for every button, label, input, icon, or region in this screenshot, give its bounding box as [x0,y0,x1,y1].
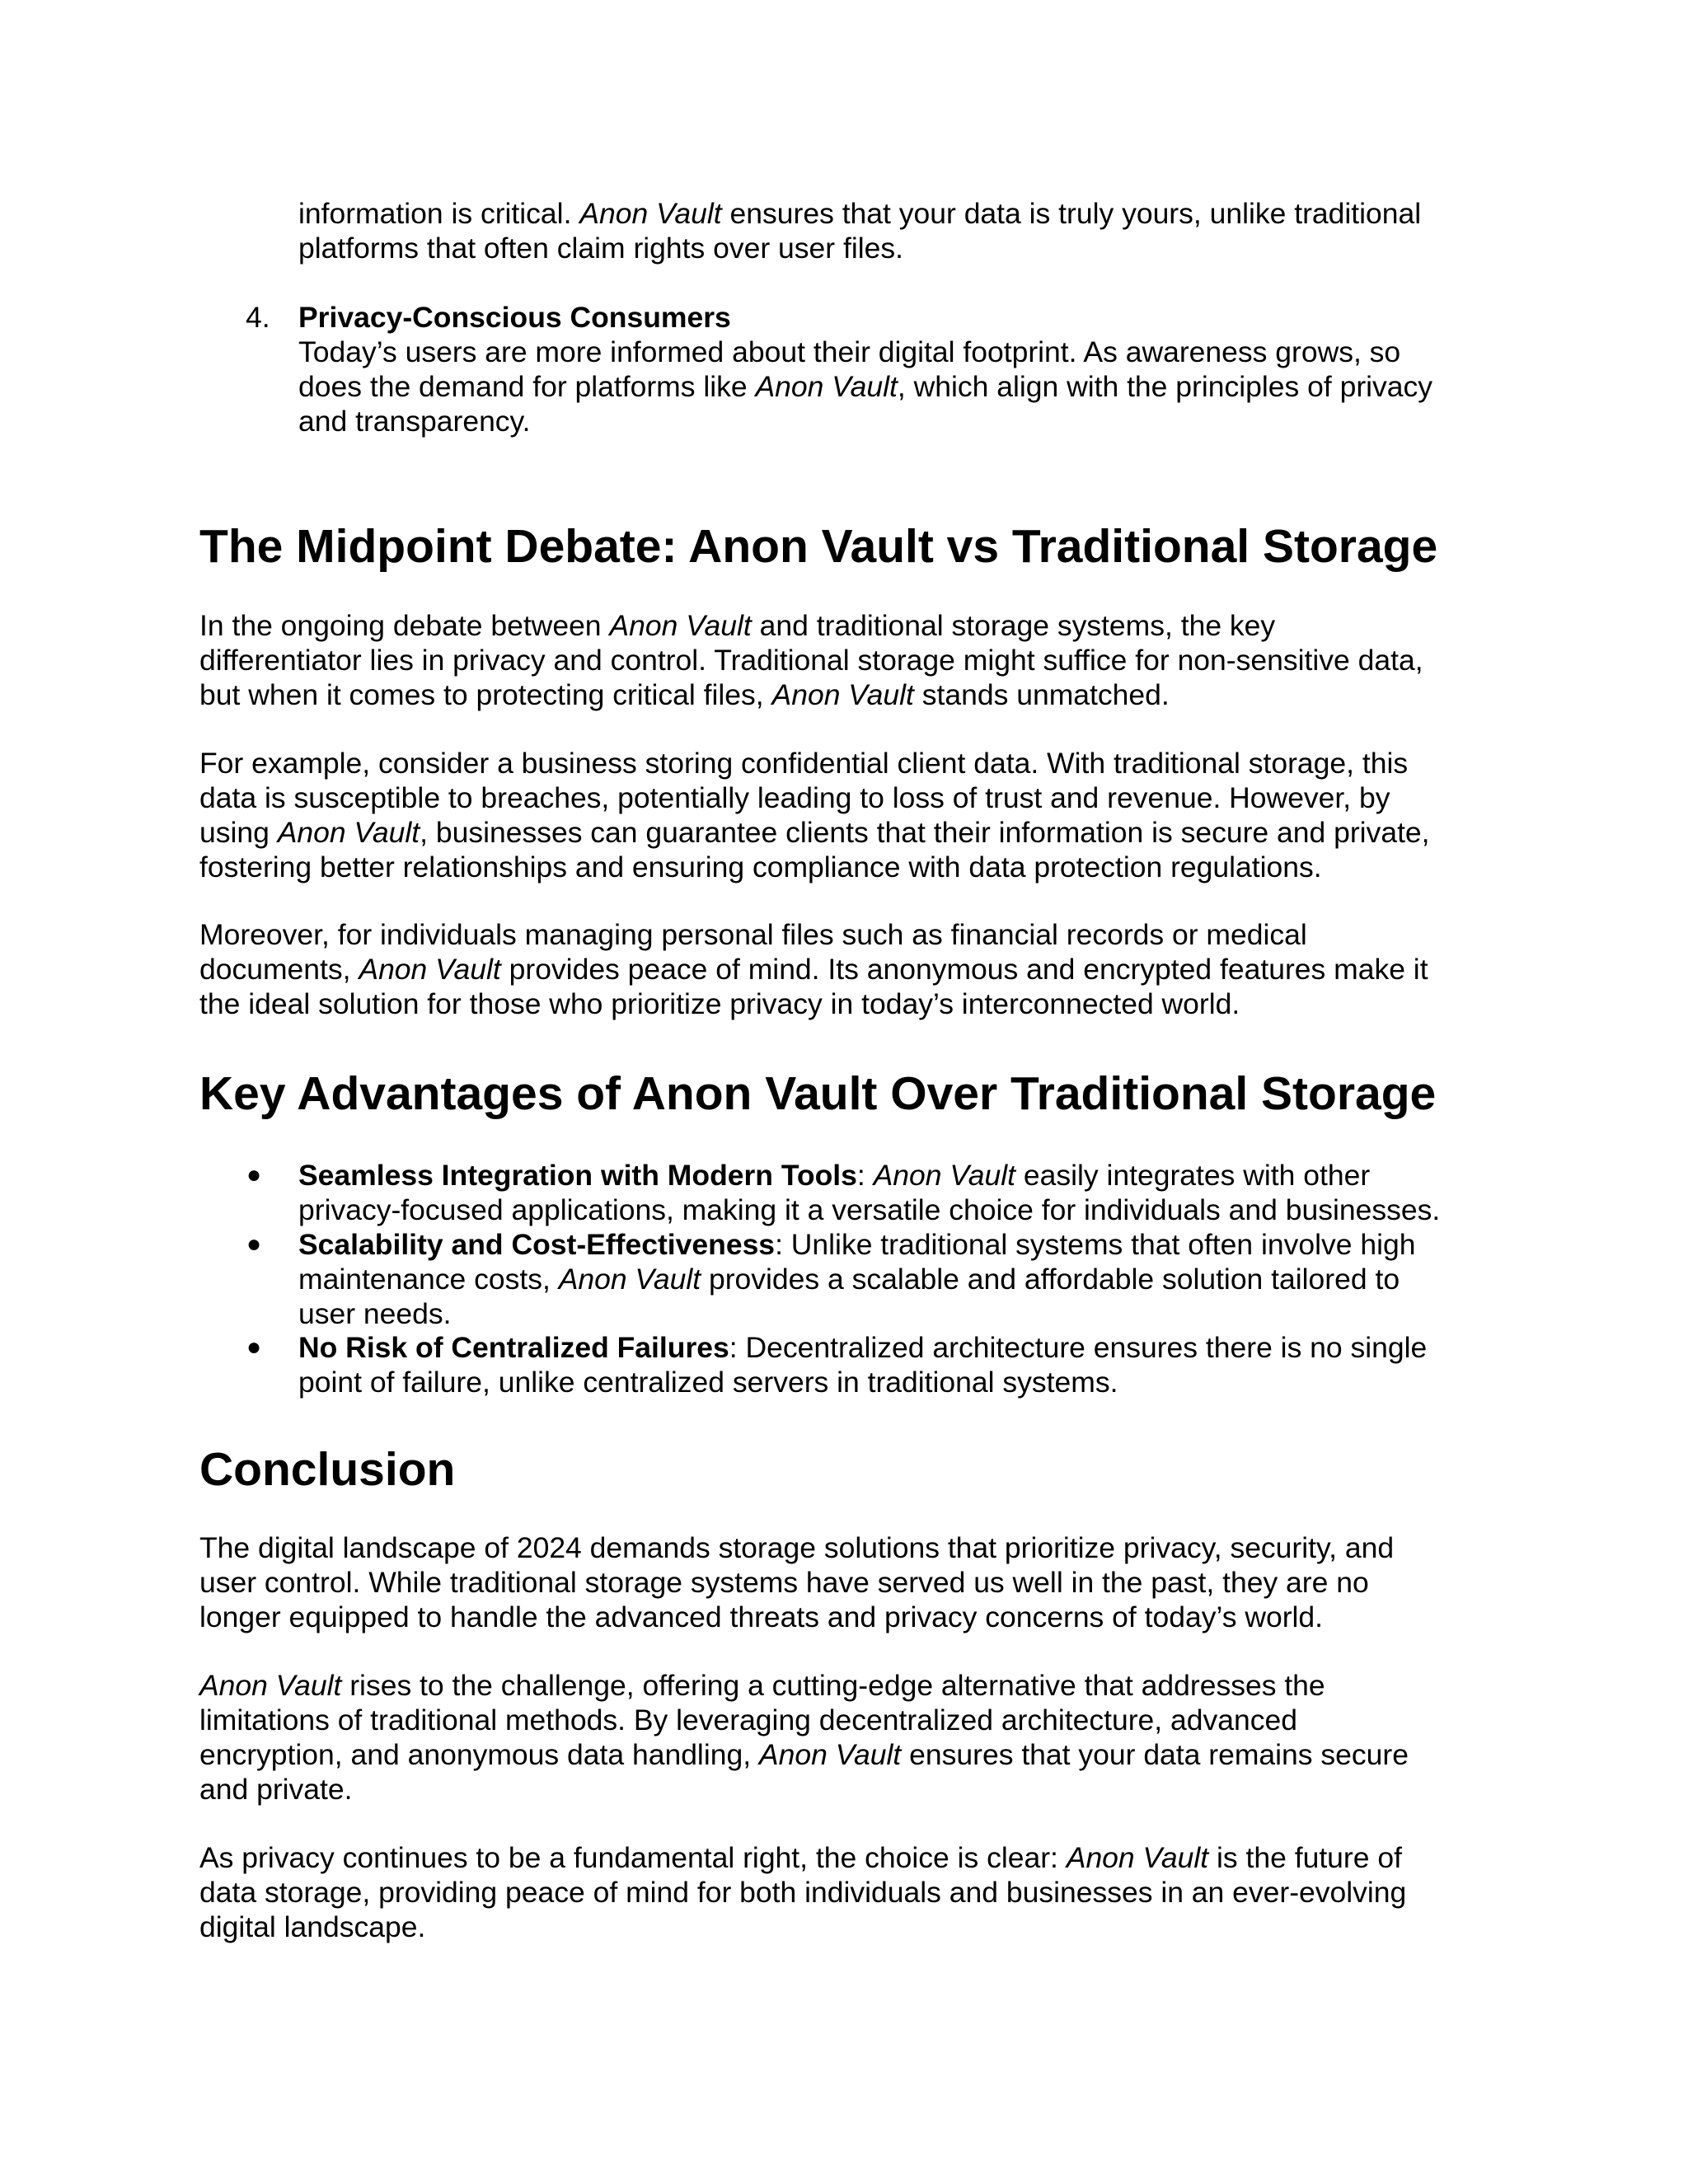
advantage-item-2 [298,1227,1416,1331]
text-line: As privacy continues to be a fundamental right, the choice is clear: Anon Vault is the future of [199,1841,1402,1874]
section-heading-midpoint: The Midpoint Debate: Anon Vault vs Traditional Storage [199,520,1438,573]
section-heading-advantages: Key Advantages of Anon Vault Over Traditional Storage [199,1067,1437,1120]
text-line: and transparency. [298,405,531,438]
text-line: encryption, and anonymous data handling, Anon Vault ensures that your data remains secure [199,1738,1409,1771]
list-item-title: Privacy-Conscious Consumers [298,301,731,334]
conclusion-paragraph-2 [199,1668,1409,1807]
text-line: digital landscape. [199,1910,426,1943]
advantage-item-1 [298,1158,1440,1227]
bullet-icon: ● [246,1161,262,1188]
text-line: limitations of traditional methods. By leveraging decentralized architecture, advanced [199,1704,1297,1736]
text-line: Moreover, for individuals managing personal files such as financial records or medical [199,918,1307,951]
text-line: Seamless Integration with Modern Tools: Anon Vault easily integrates with other [298,1159,1371,1192]
text-line: differentiator lies in privacy and control. Traditional storage might suffice for non-sensitive data, [199,644,1423,677]
list-number: 4. [246,301,270,334]
midpoint-paragraph-2 [199,746,1430,884]
text-line: Today’s users are more informed about their digital footprint. As awareness grows, so [298,335,1401,368]
text-line: privacy-focused applications, making it a versatile choice for individuals and businesses. [298,1193,1441,1226]
text-line: point of failure, unlike centralized servers in traditional systems. [298,1366,1118,1399]
text-line: fostering better relationships and ensuring compliance with data protection regulations. [199,851,1322,883]
text-line: user control. While traditional storage systems have served us well in the past, they are no [199,1566,1369,1599]
text-line: using Anon Vault, businesses can guarantee clients that their information is secure and private, [199,816,1430,849]
text-line: does the demand for platforms like Anon Vault, which align with the principles of privacy [298,370,1433,403]
text-line: Anon Vault rises to the challenge, offering a cutting-edge alternative that addresses the [199,1669,1325,1702]
text-line: data is susceptible to breaches, potentially leading to loss of trust and revenue. However, by [199,781,1390,814]
midpoint-paragraph-1 [199,608,1423,712]
text-line: For example, consider a business storing confidential client data. With traditional storage, this [199,747,1409,780]
text-line: platforms that often claim rights over user files. [298,232,903,265]
conclusion-paragraph-1 [199,1530,1394,1634]
list-item-4 [298,300,1432,438]
text-line: longer equipped to handle the advanced threats and privacy concerns of today’s world. [199,1601,1324,1633]
intro-paragraph [298,196,1421,265]
text-line: maintenance costs, Anon Vault provides a scalable and affordable solution tailored to [298,1263,1400,1296]
text-line: The digital landscape of 2024 demands storage solutions that prioritize privacy, security, and [199,1531,1395,1564]
conclusion-paragraph-3 [199,1840,1406,1944]
bullet-icon: ● [246,1230,262,1258]
text-line: data storage, providing peace of mind for both individuals and businesses in an ever-evolving [199,1876,1407,1909]
text-line: and private. [199,1773,353,1806]
text-line: Scalability and Cost-Effectiveness: Unlike traditional systems that often involve high [298,1228,1416,1261]
text-line: the ideal solution for those who prioritize privacy in today’s interconnected world. [199,987,1240,1020]
section-heading-conclusion: Conclusion [199,1443,456,1496]
text-line: information is critical. Anon Vault ensures that your data is truly yours, unlike traditional [298,197,1422,230]
text-line: but when it comes to protecting critical files, Anon Vault stands unmatched. [199,678,1170,711]
text-line: No Risk of Centralized Failures: Decentralized architecture ensures there is no single [298,1331,1428,1364]
text-line: In the ongoing debate between Anon Vault and traditional storage systems, the key [199,609,1276,642]
midpoint-paragraph-3 [199,917,1428,1021]
text-line: documents, Anon Vault provides peace of mind. Its anonymous and encrypted features make it [199,953,1428,986]
text-line: user needs. [298,1297,452,1330]
bullet-icon: ● [246,1333,262,1361]
advantage-item-3 [298,1330,1427,1399]
